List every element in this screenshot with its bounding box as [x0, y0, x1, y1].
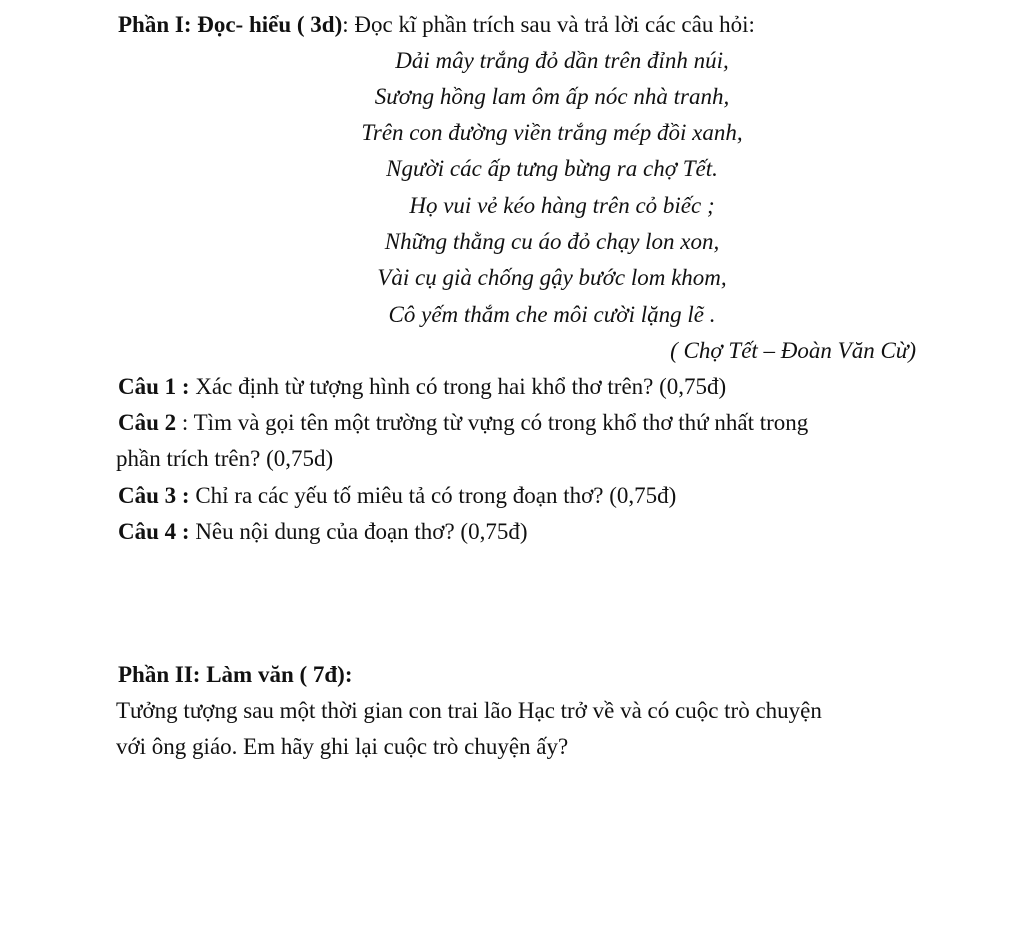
question-1-label: Câu 1 : [118, 374, 190, 399]
poem-line-2: Sương hồng lam ôm ấp nóc nhà tranh, [374, 84, 730, 109]
part1-heading: Phần I: Đọc- hiểu ( 3d) [118, 12, 343, 37]
question-3 [118, 481, 676, 511]
question-1 [118, 372, 726, 402]
poem-line-3: Trên con đường viền trắng mép đồi xanh, [361, 120, 743, 145]
poem-source: ( Chợ Tết – Đoàn Văn Cừ) [670, 338, 916, 363]
part2-prompt-line-2: với ông giáo. Em hãy ghi lại cuộc trò chuyện ấy? [116, 734, 569, 759]
question-2 [118, 408, 808, 438]
question-2-text: : Tìm và gọi tên một trường từ vựng có trong khổ thơ thứ nhất trong [176, 410, 809, 435]
part1-instruction: : Đọc kĩ phần trích sau và trả lời các câu hỏi: [342, 12, 755, 37]
poem-line-8: Cô yếm thắm che môi cười lặng lẽ . [388, 302, 716, 327]
part2-prompt-line-1: Tưởng tượng sau một thời gian con trai lão Hạc trở về và có cuộc trò chuyện [116, 698, 822, 723]
question-4 [118, 517, 527, 547]
question-4-label: Câu 4 : [118, 519, 190, 544]
question-2-label: Câu 2 [118, 410, 177, 435]
poem-line-6: Những thằng cu áo đỏ chạy lon xon, [384, 229, 720, 254]
poem-line-4: Người các ấp tưng bừng ra chợ Tết. [386, 156, 718, 181]
poem-line-1: Dải mây trắng đỏ dần trên đỉnh núi, [395, 48, 729, 73]
poem-line-7: Vài cụ già chống gậy bước lom khom, [377, 265, 727, 290]
question-3-text: Chỉ ra các yếu tố miêu tả có trong đoạn thơ? (0,75đ) [189, 483, 677, 508]
part2-heading: Phần II: Làm văn ( 7đ): [118, 662, 353, 687]
question-3-label: Câu 3 : [118, 483, 190, 508]
question-2-continuation: phần trích trên? (0,75d) [116, 446, 334, 471]
question-4-text: Nêu nội dung của đoạn thơ? (0,75đ) [189, 519, 528, 544]
poem-line-5: Họ vui vẻ kéo hàng trên cỏ biếc ; [409, 193, 715, 218]
part1-heading-line [118, 10, 755, 40]
question-1-text: Xác định từ tượng hình có trong hai khổ thơ trên? (0,75đ) [189, 374, 727, 399]
